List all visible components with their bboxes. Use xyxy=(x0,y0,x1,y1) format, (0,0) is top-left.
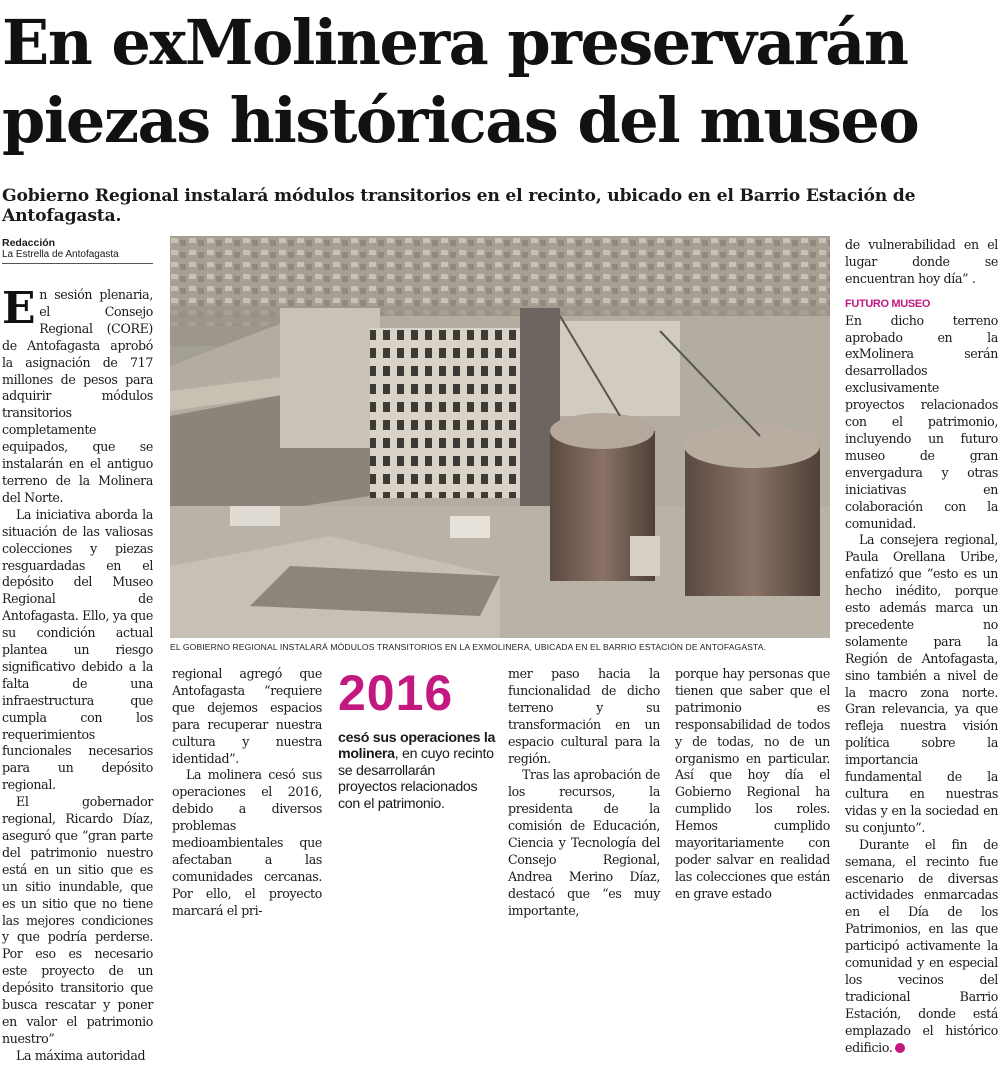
fact-text-rest: , en cuyo recinto se desarrollarán proyectos relacionados con el patrimonio. xyxy=(338,746,494,812)
paragraph: El gobernador regional, Ricardo Díaz, aseguró que “gran parte del patrimonio nuestro está en un sitio que es un sitio inundable, que es un sitio que no tiene las mejores condiciones y que podría perderse. Por eso es necesario este proyecto de un depósito transitorio que busca rescatar y poner en valor el patrimonio nuestro” xyxy=(2,794,153,1046)
headline xyxy=(2,4,998,160)
paragraph: La máxima autoridad xyxy=(16,1047,146,1063)
body-column-1 xyxy=(2,283,153,1065)
fact-text xyxy=(338,730,496,812)
deck-subtitle: Gobierno Regional instalará módulos transitorios en el recinto, ubicado en el Barrio Estación de Antofagasta. xyxy=(2,186,916,226)
body-column-4 xyxy=(675,666,830,903)
paragraph: de vulnerabilidad en el lugar donde se encuentran hoy día” . xyxy=(845,237,998,286)
paragraph-text: Durante el fin de semana, el recinto fue escenario de diversas actividades enmarcadas en el Día de los Patrimonios, en las que participó activamente la comunidad y en especial los vecinos del tradicional Barrio Estación, donde está emplazado el histórico edificio. xyxy=(845,836,998,1055)
paragraph: Tras las aprobación de los recursos, la presidenta de la comisión de Educación, Ciencia y Tecnología del Consejo Regional, Andrea Merino Díaz, destacó que “es muy importante, xyxy=(508,767,660,918)
byline-org: La Estrella de Antofagasta xyxy=(2,249,119,260)
body-column-3 xyxy=(508,666,660,920)
body-column-2 xyxy=(172,666,322,920)
paragraph: porque hay personas que tienen que saber que el patrimonio es responsabilidad de todos y de todas, no de un organismo en particular. Así que hoy día el Gobierno Regional ha cumplido los roles. Hemos cumplido mayoritariamente con poder salvar en realidad las colecciones que están en grave estado xyxy=(675,666,830,901)
photo-caption: EL GOBIERNO REGIONAL INSTALARÁ MÓDULOS TRANSITORIOS EN LA EXMOLINERA, UBICADA EN EL BARRIO ESTACIÓN DE ANTOFAGASTA. xyxy=(170,642,767,652)
fact-text-bold: cesó sus operaciones la molinera xyxy=(338,730,496,763)
paragraph-text: n sesión plenaria, el Consejo Regional (CORE) de Antofagasta aprobó la asignación de 717 millones de pesos para adquirir módulos transitorios completamente equipados, que se instalarán en el antiguo terreno de la Molinera del Norte. xyxy=(2,287,153,505)
molinera-aerial-photo xyxy=(170,236,830,638)
paragraph xyxy=(2,283,153,507)
paragraph xyxy=(845,837,998,1057)
paragraph: En dicho terreno aprobado en la exMolinera serán desarrollados exclusivamente proyectos relacionados con el patrimonio, incluyendo un futuro museo de gran envergadura y otras iniciativas en colaboración con la comunidad. xyxy=(845,312,998,531)
drop-cap: E xyxy=(2,283,36,334)
subhead: FUTURO MUSEO xyxy=(845,297,931,310)
paragraph: La iniciativa aborda la situación de las valiosas colecciones y piezas resguardadas en el depósito del Museo Regional de Antofagasta. Ello, ya que su condición actual plantea un riesgo significativo debido a la falta de una infraestructura que cumpla con los requerimientos funcionales necesarios para un depósito regional. xyxy=(2,506,153,793)
headline-line-1: En exMolinera preservarán xyxy=(2,6,908,79)
byline xyxy=(2,237,153,264)
paragraph: La consejera regional, Paula Orellana Uribe, enfatizó que “esto es un hecho inédito, porque esto además marca un precedente no solamente para la Región de Antofagasta, sino también a nivel de la macro zona norte. Gran relevancia, ya que refleja nuestra visión política sobre la importancia fundamental de la cultura en nuestras vidas y en la sociedad en su conjunto”. xyxy=(845,532,998,835)
article-photo xyxy=(170,236,830,638)
headline-line-2: piezas históricas del museo xyxy=(2,84,919,157)
paragraph: La molinera cesó sus operaciones el 2016, debido a diversos problemas medioambientales que afectaban a las comunidades cercanas. Por ello, el proyecto marcará el pri- xyxy=(172,767,322,918)
fact-year: 2016 xyxy=(338,665,454,721)
fact-box xyxy=(338,666,496,812)
body-column-5 xyxy=(845,237,998,1057)
end-mark-icon xyxy=(895,1043,905,1053)
byline-name: Redacción xyxy=(2,237,56,249)
paragraph: mer paso hacia la funcionalidad de dicho terreno y su transformación en un espacio cultural para la región. xyxy=(508,666,660,766)
paragraph: regional agregó que Antofagasta “requiere que dejemos espacios para recuperar nuestra cultura y nuestra identidad”. xyxy=(172,666,322,766)
